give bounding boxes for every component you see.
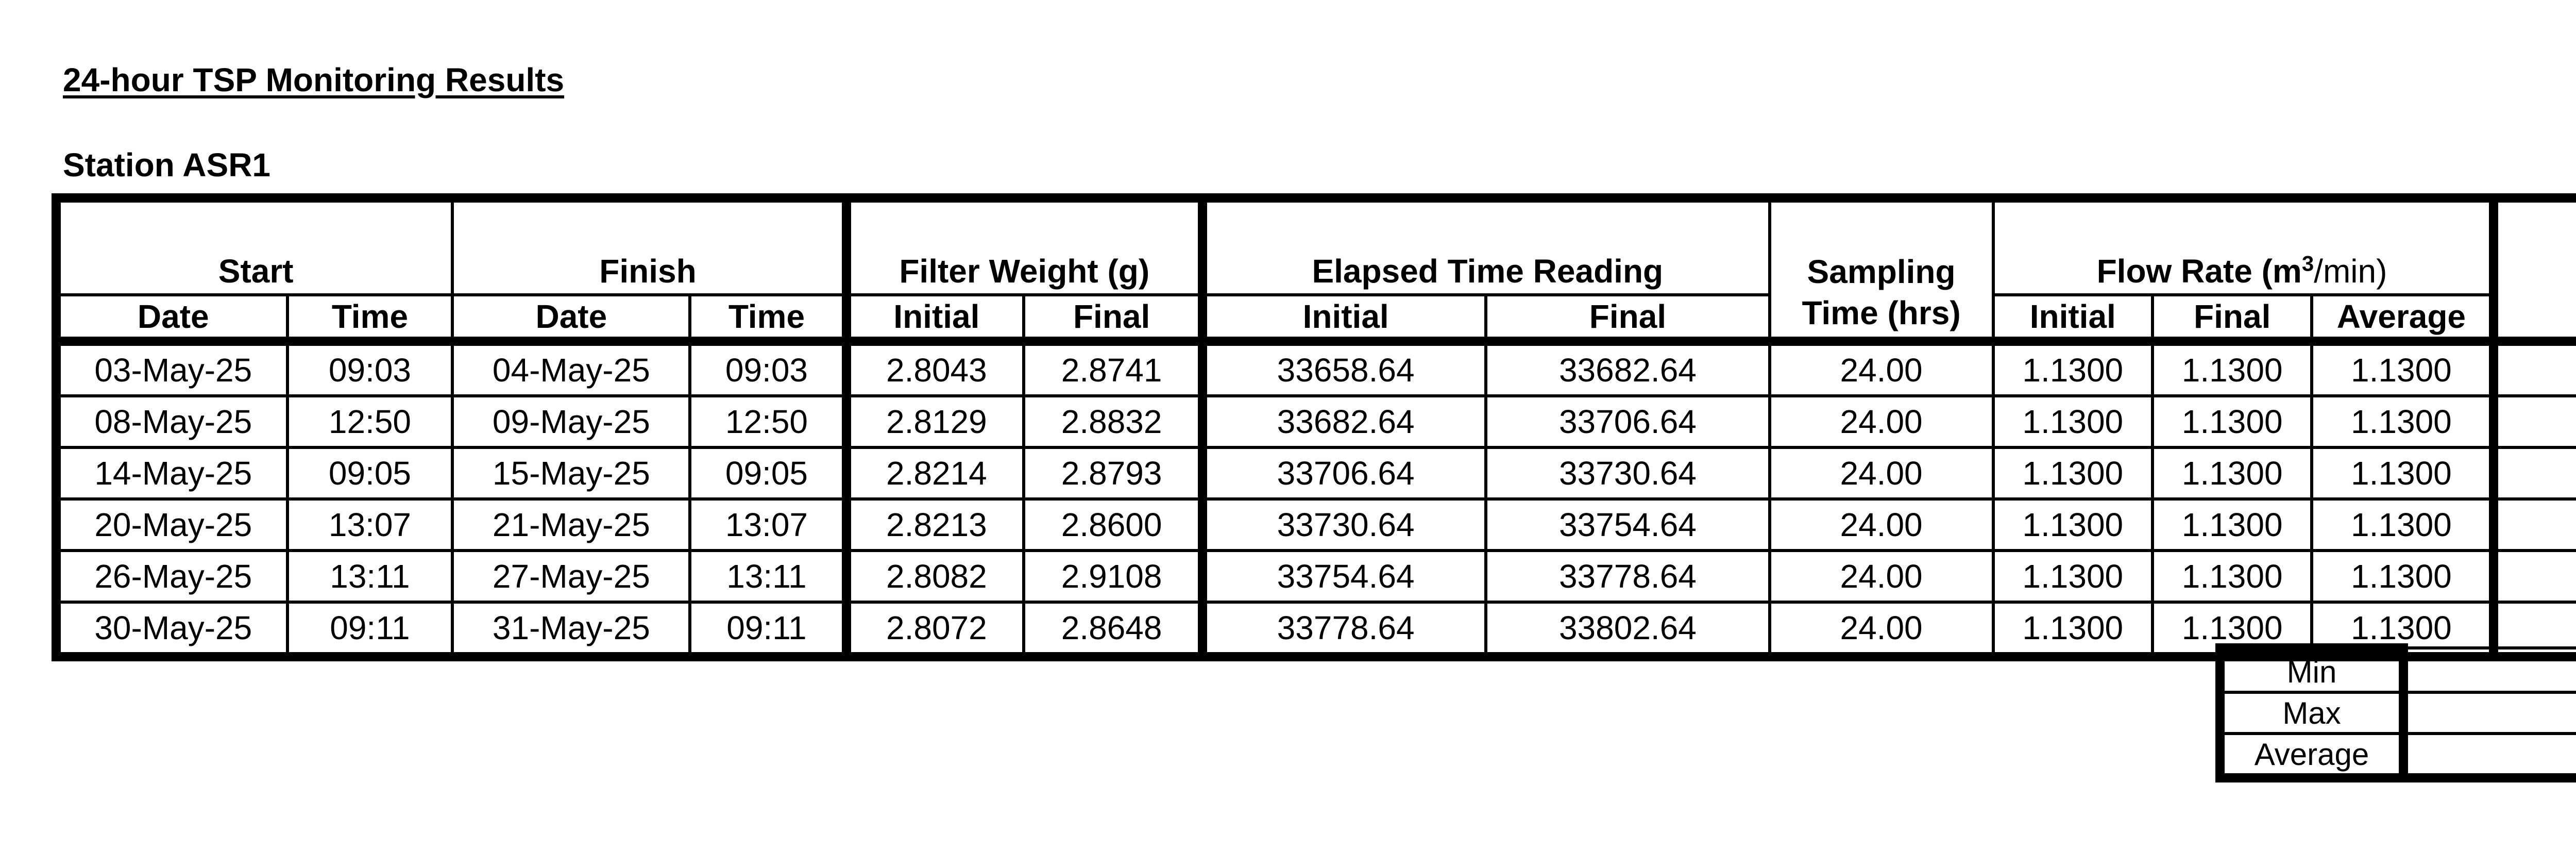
results-rows	[56, 341, 2576, 657]
cell-filter-initial: 2.8129	[846, 396, 1024, 447]
cell-finish-time: 09:11	[690, 602, 846, 657]
cell-elapsed-final: 33754.64	[1486, 499, 1769, 551]
cell-finish-date: 15-May-25	[452, 447, 690, 499]
cell-start-date: 30-May-25	[56, 602, 287, 657]
cell-filter-initial: 2.8213	[846, 499, 1024, 551]
cell-concentration	[2494, 447, 2576, 499]
cell-elapsed-initial: 33682.64	[1202, 396, 1486, 447]
cell-flow-final: 1.1300	[2153, 396, 2312, 447]
cell-concentration	[2494, 341, 2576, 396]
flow-rate-text: Flow Rate (m	[2096, 253, 2302, 290]
cell-start-date: 08-May-25	[56, 396, 287, 447]
table-row	[56, 602, 2576, 657]
cell-flow-average: 1.1300	[2312, 551, 2494, 602]
cell-sampling-time: 24.00	[1770, 396, 1993, 447]
cell-flow-average: 1.1300	[2312, 499, 2494, 551]
cell-finish-time: 12:50	[690, 396, 846, 447]
cell-start-time: 09:03	[287, 341, 453, 396]
summary-average-value	[2403, 734, 2576, 778]
cell-flow-initial: 1.1300	[1993, 602, 2153, 657]
cell-sampling-time: 24.00	[1770, 499, 1993, 551]
summary-min-value	[2403, 648, 2576, 692]
cell-sampling-time: 24.00	[1770, 447, 1993, 499]
cell-start-time: 12:50	[287, 396, 453, 447]
cell-finish-date: 04-May-25	[452, 341, 690, 396]
cell-elapsed-initial: 33778.64	[1202, 602, 1486, 657]
cell-concentration	[2494, 396, 2576, 447]
subheader-start-time: Time	[287, 295, 453, 341]
summary-average-label: Average	[2220, 734, 2403, 778]
cell-start-date: 20-May-25	[56, 499, 287, 551]
flow-rate-unit: /min)	[2314, 253, 2387, 290]
summary-min-label: Min	[2220, 648, 2403, 692]
cell-filter-final: 2.8648	[1024, 602, 1202, 657]
cell-sampling-time: 24.00	[1770, 341, 1993, 396]
cell-sampling-time: 24.00	[1770, 602, 1993, 657]
cell-flow-average: 1.1300	[2312, 602, 2494, 657]
cell-start-date: 03-May-25	[56, 341, 287, 396]
cell-flow-average: 1.1300	[2312, 396, 2494, 447]
subheader-fw-initial: Initial	[846, 295, 1024, 341]
cell-start-time: 13:11	[287, 551, 453, 602]
header-start: Start	[56, 198, 452, 295]
summary-max-label: Max	[2220, 692, 2403, 734]
subheader-start-date: Date	[56, 295, 287, 341]
cell-start-date: 26-May-25	[56, 551, 287, 602]
cell-flow-average: 1.1300	[2312, 447, 2494, 499]
cell-finish-time: 13:07	[690, 499, 846, 551]
cell-elapsed-initial: 33754.64	[1202, 551, 1486, 602]
cell-filter-initial: 2.8043	[846, 341, 1024, 396]
cell-flow-initial: 1.1300	[1993, 341, 2153, 396]
cell-finish-date: 09-May-25	[452, 396, 690, 447]
cell-finish-time: 09:05	[690, 447, 846, 499]
cell-start-time: 09:05	[287, 447, 453, 499]
cell-elapsed-final: 33778.64	[1486, 551, 1769, 602]
cell-elapsed-final: 33802.64	[1486, 602, 1769, 657]
summary-max-value	[2403, 692, 2576, 734]
cell-filter-initial: 2.8214	[846, 447, 1024, 499]
cell-filter-initial: 2.8072	[846, 602, 1024, 657]
header-finish: Finish	[452, 198, 846, 295]
header-filter-weight: Filter Weight (g)	[846, 198, 1202, 295]
tsp-results-table	[52, 193, 2576, 661]
cell-elapsed-final: 33730.64	[1486, 447, 1769, 499]
cell-flow-final: 1.1300	[2153, 551, 2312, 602]
cell-flow-average: 1.1300	[2312, 341, 2494, 396]
cell-concentration	[2494, 499, 2576, 551]
cell-elapsed-final: 33682.64	[1486, 341, 1769, 396]
cell-flow-initial: 1.1300	[1993, 396, 2153, 447]
header-flow-rate	[1993, 198, 2494, 295]
summary-table	[2215, 643, 2576, 782]
cell-finish-time: 13:11	[690, 551, 846, 602]
cell-filter-final: 2.8832	[1024, 396, 1202, 447]
subheader-fr-final: Final	[2153, 295, 2312, 341]
cell-finish-date: 27-May-25	[452, 551, 690, 602]
table-row	[56, 447, 2576, 499]
header-elapsed-time: Elapsed Time Reading	[1202, 198, 1770, 295]
cell-flow-initial: 1.1300	[1993, 499, 2153, 551]
header-sampling-time	[1770, 198, 1993, 341]
subheader-fw-final: Final	[1024, 295, 1202, 341]
cell-elapsed-initial: 33706.64	[1202, 447, 1486, 499]
header-sampling-line1: Sampling	[1807, 253, 1956, 290]
header-concentration	[2494, 198, 2576, 341]
table-row	[56, 341, 2576, 396]
cell-sampling-time: 24.00	[1770, 551, 1993, 602]
cell-filter-final: 2.8600	[1024, 499, 1202, 551]
cell-start-time: 13:07	[287, 499, 453, 551]
subheader-et-final: Final	[1486, 295, 1769, 341]
cell-elapsed-initial: 33730.64	[1202, 499, 1486, 551]
cell-start-date: 14-May-25	[56, 447, 287, 499]
table-row	[56, 396, 2576, 447]
cell-filter-final: 2.9108	[1024, 551, 1202, 602]
cell-elapsed-final: 33706.64	[1486, 396, 1769, 447]
subheader-finish-time: Time	[690, 295, 846, 341]
table-row	[56, 551, 2576, 602]
cell-filter-final: 2.8741	[1024, 341, 1202, 396]
cell-flow-final: 1.1300	[2153, 447, 2312, 499]
cell-filter-final: 2.8793	[1024, 447, 1202, 499]
cell-flow-initial: 1.1300	[1993, 551, 2153, 602]
subheader-finish-date: Date	[452, 295, 690, 341]
cell-flow-final: 1.1300	[2153, 602, 2312, 657]
flow-rate-sup: 3	[2301, 251, 2314, 276]
document-title: 24-hour TSP Monitoring Results	[63, 61, 565, 98]
table-row	[56, 499, 2576, 551]
station-title: Station ASR1	[63, 146, 270, 184]
cell-elapsed-initial: 33658.64	[1202, 341, 1486, 396]
cell-finish-date: 21-May-25	[452, 499, 690, 551]
cell-finish-date: 31-May-25	[452, 602, 690, 657]
cell-start-time: 09:11	[287, 602, 453, 657]
cell-finish-time: 09:03	[690, 341, 846, 396]
cell-flow-final: 1.1300	[2153, 341, 2312, 396]
header-sampling-line2: Time (hrs)	[1802, 294, 1961, 331]
cell-concentration	[2494, 551, 2576, 602]
cell-flow-initial: 1.1300	[1993, 447, 2153, 499]
subheader-fr-average: Average	[2312, 295, 2494, 341]
subheader-fr-initial: Initial	[1993, 295, 2153, 341]
cell-filter-initial: 2.8082	[846, 551, 1024, 602]
cell-flow-final: 1.1300	[2153, 499, 2312, 551]
subheader-et-initial: Initial	[1202, 295, 1486, 341]
